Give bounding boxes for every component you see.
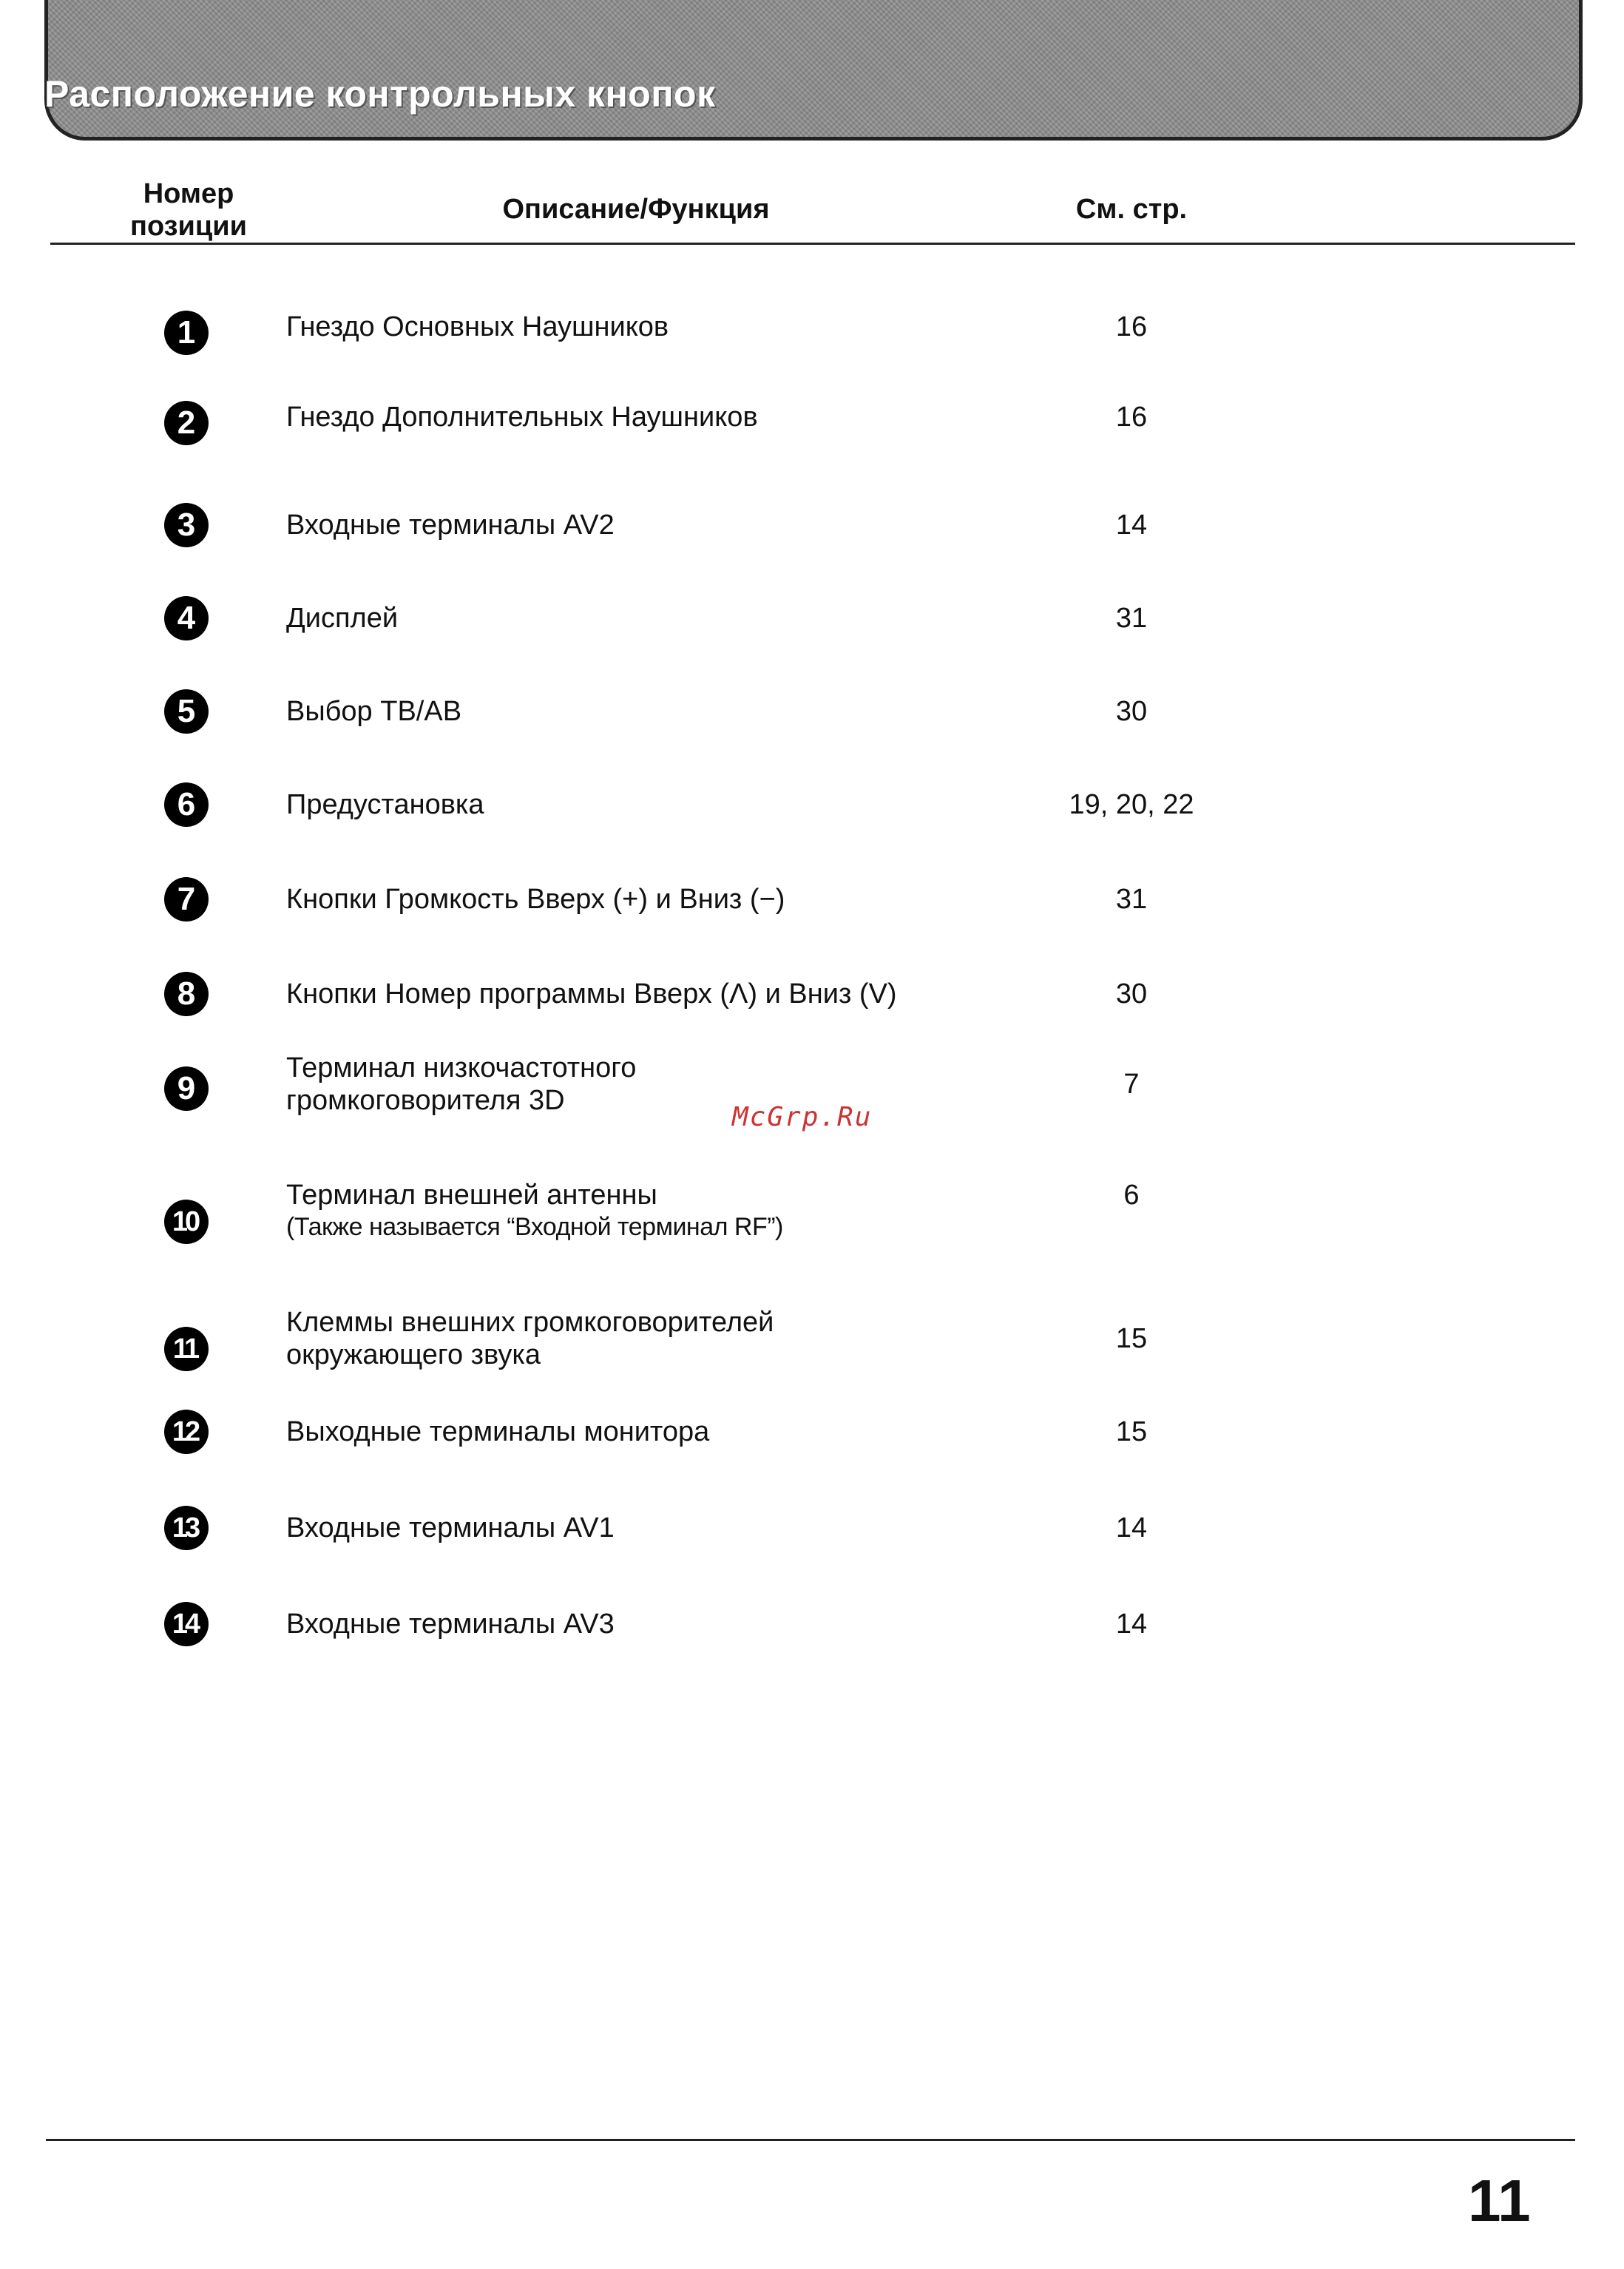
position-number-badge: 7 — [164, 877, 209, 922]
position-number-badge: 9 — [164, 1066, 209, 1111]
row-description: Клеммы внешних громкоговорителей окружающего звука — [286, 1307, 774, 1370]
row-description: Гнездо Дополнительных Наушников — [286, 402, 758, 433]
row-page-ref: 31 — [1115, 603, 1148, 634]
row-description-main: Терминал внешней антенны — [286, 1180, 657, 1211]
row-description-note: (Также называется “Входной терминал RF”) — [286, 1213, 783, 1241]
position-number-badge: 12 — [164, 1410, 209, 1454]
row-page-ref: 30 — [1115, 978, 1148, 1010]
header-position-number: Номер позиции — [130, 178, 247, 242]
header-description: Описание/Функция — [502, 194, 770, 225]
position-number-badge: 13 — [164, 1506, 209, 1550]
row-description: Предустановка — [286, 789, 484, 820]
row-page-ref: 15 — [1115, 1416, 1148, 1447]
row-page-ref: 14 — [1115, 1512, 1148, 1543]
position-number-badge: 5 — [164, 689, 209, 734]
row-description: Кнопки Громкость Вверх (+) и Вниз (−) — [286, 884, 785, 915]
row-page-ref: 16 — [1115, 402, 1148, 433]
footer-divider — [46, 2139, 1575, 2141]
position-number-badge: 10 — [164, 1200, 209, 1244]
row-description: Выходные терминалы монитора — [286, 1416, 710, 1447]
row-page-ref: 30 — [1115, 696, 1148, 727]
watermark-text: McGrp.Ru — [732, 1102, 873, 1132]
row-page-ref: 6 — [1123, 1180, 1140, 1211]
row-description: Гнездо Основных Наушников — [286, 311, 669, 342]
row-description: Входные терминалы AV2 — [286, 510, 615, 541]
page-number: 11 — [1468, 2168, 1531, 2234]
row-description: Дисплей — [286, 603, 399, 634]
row-description — [286, 1179, 1026, 1242]
position-number-badge: 3 — [164, 503, 209, 547]
position-number-badge: 11 — [164, 1327, 209, 1371]
row-page-ref: 14 — [1115, 510, 1148, 541]
position-number-badge: 4 — [164, 596, 209, 640]
position-number-badge: 2 — [164, 401, 209, 445]
section-banner — [44, 0, 1583, 141]
row-page-ref: 7 — [1123, 1069, 1140, 1100]
row-page-ref: 14 — [1115, 1609, 1148, 1640]
position-number-badge: 1 — [164, 311, 209, 355]
row-description: Входные терминалы AV3 — [286, 1609, 615, 1640]
position-number-badge: 8 — [164, 972, 209, 1016]
row-description: Кнопки Номер программы Вверх (Λ) и Вниз (V) — [286, 978, 897, 1010]
header-divider — [50, 243, 1575, 245]
position-number-badge: 6 — [164, 782, 209, 827]
row-page-ref: 19, 20, 22 — [1069, 789, 1194, 820]
position-number-badge: 14 — [164, 1602, 209, 1646]
row-description: Выбор ТВ/АВ — [286, 696, 462, 727]
row-page-ref: 31 — [1115, 884, 1148, 915]
row-description: Входные терминалы AV1 — [286, 1512, 615, 1543]
row-page-ref: 16 — [1115, 311, 1148, 342]
row-description: Терминал низкочастотного громкоговорителя 3D — [286, 1052, 637, 1116]
section-title: Расположение контрольных кнопок — [44, 73, 716, 115]
header-see-page: См. стр. — [1075, 194, 1188, 225]
row-page-ref: 15 — [1115, 1323, 1148, 1354]
